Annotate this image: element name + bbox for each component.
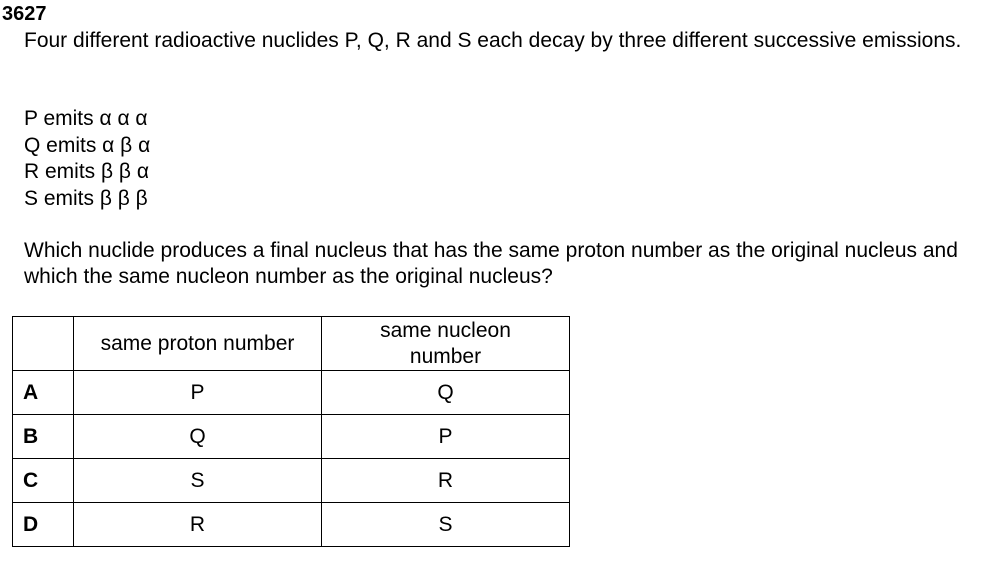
option-key-c[interactable]: C	[13, 459, 74, 503]
option-row-c[interactable]	[13, 459, 570, 503]
option-c-proton: S	[74, 459, 322, 503]
option-d-nucleon: S	[322, 503, 570, 547]
table-header-row	[13, 317, 570, 371]
option-row-b[interactable]	[13, 415, 570, 459]
option-d-proton: R	[74, 503, 322, 547]
option-key-b[interactable]: B	[13, 415, 74, 459]
option-a-nucleon: Q	[322, 371, 570, 415]
option-b-proton: Q	[74, 415, 322, 459]
emission-line-q: Q emits α β α	[24, 133, 151, 157]
emission-line-s: S emits β β β	[24, 186, 148, 210]
option-key-d[interactable]: D	[13, 503, 74, 547]
option-a-proton: P	[74, 371, 322, 415]
header-proton-number: same proton number	[74, 317, 322, 371]
question-number: 3627	[2, 3, 47, 25]
emission-line-r: R emits β β α	[24, 160, 149, 183]
question-text: Which nuclide produces a final nucleus that has the same proton number as the original nucleus and which the same nucleon number as the original nucleus?	[24, 239, 958, 288]
option-row-a[interactable]	[13, 371, 570, 415]
emission-list	[24, 106, 150, 212]
option-row-d[interactable]	[13, 503, 570, 547]
option-key-a[interactable]: A	[13, 371, 74, 415]
header-nucleon-number-label: same nucleon number	[380, 318, 511, 368]
answer-options-table	[12, 316, 570, 547]
option-b-nucleon: P	[322, 415, 570, 459]
header-key-cell	[13, 317, 74, 371]
emission-line-p: P emits α α α	[24, 107, 148, 130]
header-nucleon-number	[322, 317, 570, 371]
question-stem: Four different radioactive nuclides P, Q, R and S each decay by three different successive emissions.	[24, 29, 962, 52]
option-c-nucleon: R	[322, 459, 570, 503]
